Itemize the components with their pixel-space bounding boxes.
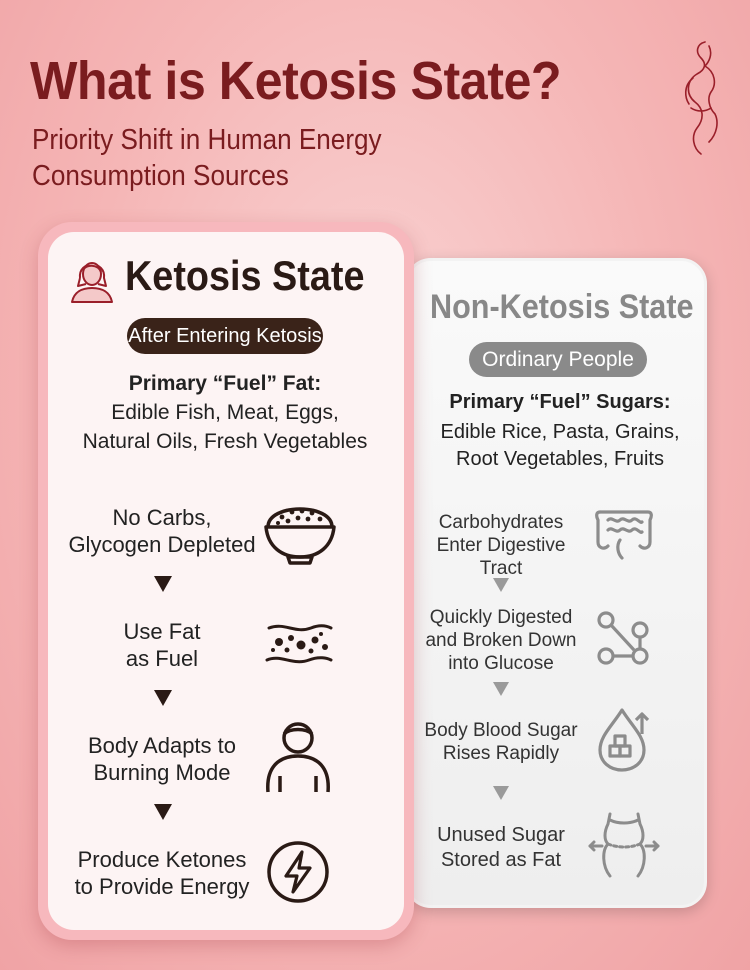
non-ketosis-step-4: Unused Sugar Stored as Fat <box>437 824 565 871</box>
ketosis-step-1: No Carbs, Glycogen Depleted <box>68 505 256 557</box>
blood-sugar-drop-icon <box>596 706 654 774</box>
ketosis-badge: After Entering Ketosis <box>127 318 323 354</box>
ketosis-title: Ketosis State <box>125 252 365 299</box>
ketosis-fuel-heading: Primary “Fuel” Fat: <box>128 372 322 395</box>
intestine-icon <box>592 502 656 564</box>
non-ketosis-step-2: Quickly Digested and Broken Down into Glucose <box>425 607 577 674</box>
ketosis-arrow-1 <box>154 576 172 592</box>
non-ketosis-title: Non-Ketosis State <box>430 288 694 326</box>
ketosis-arrow-2 <box>154 690 172 706</box>
rice-bowl-icon <box>262 497 338 565</box>
ketosis-step-3: Body Adapts to Burning Mode <box>88 733 236 785</box>
fat-cells-icon <box>265 620 333 668</box>
non-ketosis-arrow-3 <box>493 786 509 800</box>
body-silhouette-logo-icon <box>675 38 725 158</box>
ketosis-step-2: Use Fat as Fuel <box>123 619 201 671</box>
glucose-molecule-icon <box>594 610 652 668</box>
non-ketosis-fuel-line1: Edible Rice, Pasta, Grains, <box>440 421 680 443</box>
non-ketosis-fuel-line2: Root Vegetables, Fruits <box>456 448 664 470</box>
body-icon <box>262 718 334 794</box>
ketosis-arrow-3 <box>154 804 172 820</box>
woman-avatar-icon <box>68 252 116 304</box>
ketosis-fuel-line1: Edible Fish, Meat, Eggs, <box>111 401 339 424</box>
non-ketosis-arrow-2 <box>493 682 509 696</box>
energy-bolt-icon <box>264 838 332 906</box>
ketosis-step-4: Produce Ketones to Provide Energy <box>74 847 250 899</box>
non-ketosis-step-3: Body Blood Sugar Rises Rapidly <box>424 720 578 764</box>
waist-fat-icon <box>588 810 660 880</box>
non-ketosis-badge: Ordinary People <box>469 342 647 377</box>
page-subtitle: Priority Shift in Human Energy Consumption Sources <box>32 124 382 192</box>
ketosis-fuel-line2: Natural Oils, Fresh Vegetables <box>82 430 368 453</box>
non-ketosis-fuel-heading: Primary “Fuel” Sugars: <box>449 391 671 413</box>
non-ketosis-step-1: Carbohydrates Enter Digestive Tract <box>436 512 566 579</box>
page-title: What is Ketosis State? <box>30 51 562 111</box>
non-ketosis-arrow-1 <box>493 578 509 592</box>
